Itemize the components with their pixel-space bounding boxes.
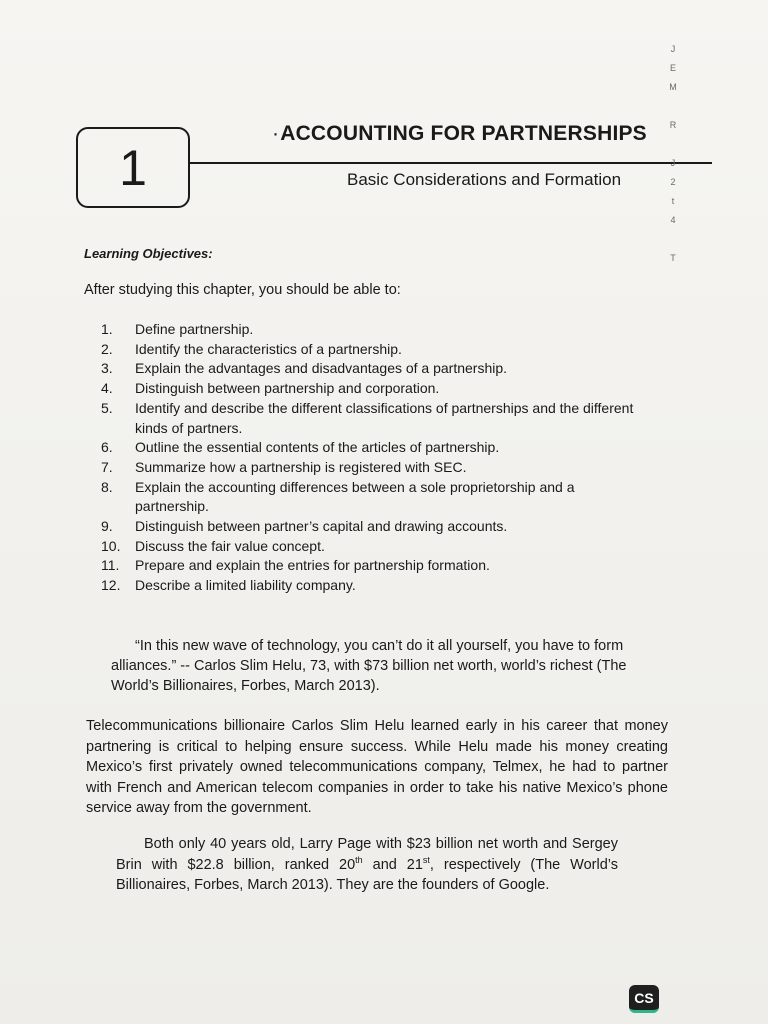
p2-sup-1: th <box>355 854 363 865</box>
objective-item <box>101 478 641 517</box>
p2-sup-2: st <box>422 854 430 865</box>
objective-number: 10. <box>101 537 121 554</box>
margin-mark: t <box>671 196 675 206</box>
p2-text-b: and 21 <box>362 856 423 873</box>
margin-mark: J <box>670 158 676 168</box>
objective-number: 12. <box>101 577 121 594</box>
margin-mark: T <box>670 253 676 263</box>
p2-text-c: , respectively (The World’s Billionaires, Forbes, March 2013). They are the founders of Google. <box>116 856 618 893</box>
margin-mark: E <box>669 63 676 73</box>
p2-text-a: Both only 40 years old, Larry Page with $23 billion net worth and Sergey Brin with $22.8 billion, ranked 20 <box>116 836 618 873</box>
objective-item <box>101 438 641 458</box>
margin-mark: R <box>669 120 677 130</box>
chapter-title-text: ACCOUNTING FOR PARTNERSHIPS <box>280 122 647 145</box>
camscanner-logo <box>629 985 659 1013</box>
chapter-number-box <box>76 127 190 208</box>
objective-number: 2. <box>101 340 113 357</box>
objective-text: Summarize how a partnership is registered with SEC. <box>135 458 467 475</box>
objective-number: 8. <box>101 478 113 495</box>
body-paragraph-1: Telecommunications billionaire Carlos Slim Helu learned early in his career that money partnering is critical to helping ensure success. While Helu made his money creating Mexico’s first privately owned telecommunications company, Telmex, he had to partner with French and American telecom companies in order to take his native Mexico’s phone service away from the government. <box>86 718 668 816</box>
objective-item <box>101 537 641 557</box>
header-rule <box>189 162 712 164</box>
objective-text: Describe a limited liability company. <box>135 577 356 594</box>
objective-text: Distinguish between partner’s capital and drawing accounts. <box>135 518 508 535</box>
objective-text: Identify and describe the different classifications of partnerships and the different kinds of partners. <box>135 399 634 436</box>
learning-objectives-heading: Learning Objectives: <box>84 246 213 261</box>
objective-text: Explain the accounting differences between a sole proprietorship and a partnership. <box>135 478 575 515</box>
objective-text: Discuss the fair value concept. <box>135 537 325 554</box>
chapter-number: 1 <box>119 139 147 196</box>
objective-number: 9. <box>101 518 113 535</box>
objective-number: 3. <box>101 360 113 377</box>
objective-text: Explain the advantages and disadvantages of a partnership. <box>135 360 508 377</box>
objective-item <box>101 576 641 596</box>
logo-text: CS <box>634 989 654 1006</box>
objective-item <box>101 517 641 537</box>
margin-mark <box>662 101 684 120</box>
objective-number: 7. <box>101 458 113 475</box>
objective-item <box>101 556 641 576</box>
objective-item <box>101 379 641 399</box>
objective-text: Outline the essential contents of the articles of partnership. <box>135 439 500 456</box>
objective-number: 6. <box>101 439 113 456</box>
margin-mark: M <box>669 82 677 92</box>
objectives-list <box>101 320 641 596</box>
objective-item <box>101 458 641 478</box>
quote-text: “In this new wave of technology, you can’t do it all yourself, you have to form alliances.” -- Carlos Slim Helu, 73, with $73 billion net worth, world’s richest (The World’s Billionaires, Forbes, March 2013). <box>111 638 627 694</box>
objective-item <box>101 359 641 379</box>
objective-number: 1. <box>101 321 113 337</box>
margin-mark: J <box>670 44 676 54</box>
objective-number: 11. <box>101 557 120 574</box>
objective-text: Define partnership. <box>135 321 254 337</box>
body-paragraph-2 <box>116 834 618 896</box>
margin-scan-marks <box>662 44 684 272</box>
objective-text: Prepare and explain the entries for partnership formation. <box>135 557 490 574</box>
margin-mark: 4 <box>670 215 676 225</box>
objective-number: 4. <box>101 380 113 397</box>
chapter-subtitle: Basic Considerations and Formation <box>347 170 622 189</box>
margin-mark <box>662 139 684 158</box>
objective-number: 5. <box>101 399 113 416</box>
chapter-title: ·ACCOUNTING FOR PARTNERSHIPS <box>272 122 647 145</box>
objective-item <box>101 399 641 438</box>
margin-mark <box>662 234 684 253</box>
objective-text: Distinguish between partnership and corporation. <box>135 380 440 397</box>
quote-block <box>111 636 631 696</box>
objective-item <box>101 340 641 360</box>
objective-item <box>101 320 641 340</box>
objectives-intro: After studying this chapter, you should be able to: <box>84 282 401 298</box>
objective-text: Identify the characteristics of a partnership. <box>135 340 402 357</box>
margin-mark: 2 <box>670 177 676 187</box>
